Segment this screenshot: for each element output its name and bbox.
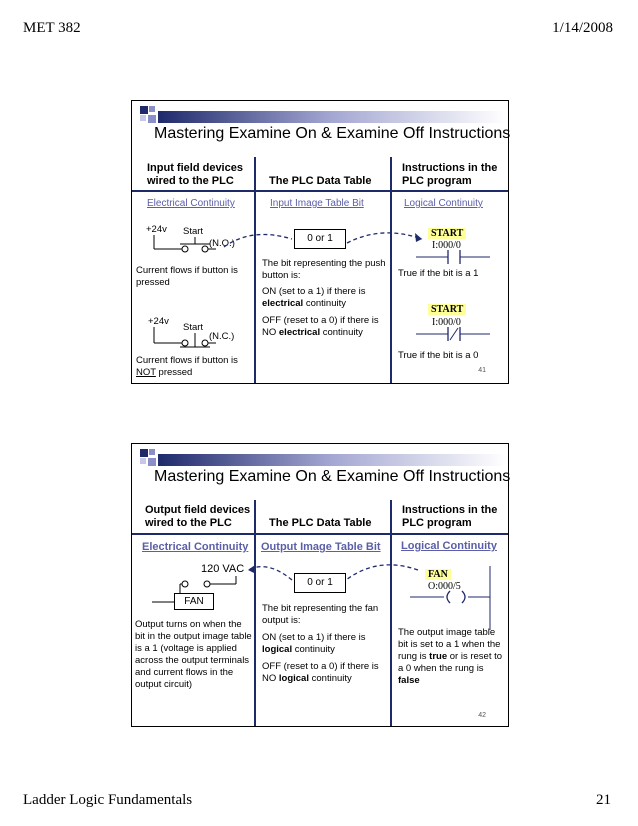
xio-description: True if the bit is a 0 [398, 350, 479, 361]
col2-header: The PLC Data Table [269, 175, 372, 187]
col3-header: Instructions in the PLC program [402, 504, 498, 529]
bit-on-description: ON (set to a 1) if there is electrical continuity [262, 286, 366, 309]
xio-address: I:000/0 [432, 317, 461, 328]
column-divider [390, 500, 392, 726]
xic-contact-icon [414, 249, 494, 265]
column-divider [390, 157, 392, 383]
output-description: Output turns on when the bit in the output image table is a 1 (voltage is applied across the output terminals and current flows in the output circuit) [135, 619, 252, 690]
no-description: Current flows if button is pressed [136, 265, 238, 288]
xic-description: True if the bit is a 1 [398, 268, 479, 279]
col2-subheader: Output Image Table Bit [261, 541, 381, 553]
slide-page-number: 42 [478, 712, 486, 719]
col1-subheader: Electrical Continuity [142, 541, 249, 553]
supply-voltage-label: 120 VAC [201, 563, 245, 575]
col1-header: Input field devices wired to the PLC [147, 162, 243, 187]
xio-contact-icon [414, 326, 494, 342]
col3-subheader: Logical Continuity [401, 540, 497, 552]
col2-subheader: Input Image Table Bit [270, 198, 364, 209]
slide-2 [131, 443, 509, 727]
fan-load-box: FAN [174, 593, 214, 610]
header-right: 1/14/2008 [552, 20, 613, 36]
footer-left: Ladder Logic Fundamentals [23, 792, 193, 808]
no-type-label: (N.O.) [209, 238, 235, 249]
xic-label: START [428, 228, 466, 239]
no-voltage-label: +24v [146, 224, 167, 235]
connector-arrows [222, 217, 442, 257]
ote-address: O:000/5 [428, 581, 461, 592]
nc-voltage-label: +24v [148, 316, 169, 327]
header-left: MET 382 [23, 20, 81, 36]
bit-description: The bit representing the fan output is: [262, 603, 379, 626]
logical-description: The output image table bit is set to a 1 when the rung is true or is reset to a 0 when the rung is false [398, 627, 503, 686]
nc-start-label: Start [183, 322, 204, 333]
nc-description: Current flows if button is NOT pressed [136, 355, 238, 378]
header-divider [132, 190, 508, 192]
ote-coil-icon [408, 564, 498, 634]
bit-value-box: 0 or 1 [294, 229, 346, 249]
bit-off-description: OFF (reset to a 0) if there is NO logical continuity [262, 661, 379, 684]
xio-label: START [428, 304, 466, 315]
bit-off-description: OFF (reset to a 0) if there is NO electrical continuity [262, 315, 379, 338]
slide-1 [131, 100, 509, 384]
slide-title: Mastering Examine On & Examine Off Instructions [154, 468, 511, 485]
col3-subheader: Logical Continuity [404, 198, 483, 209]
slide-page-number: 41 [478, 367, 486, 374]
slide-title: Mastering Examine On & Examine Off Instructions [154, 125, 511, 142]
col1-subheader: Electrical Continuity [147, 198, 235, 209]
xic-address: I:000/0 [432, 240, 461, 251]
column-divider [254, 500, 256, 726]
column-divider [254, 157, 256, 383]
ote-label: FAN [425, 569, 451, 580]
nc-type-label: (N.C.) [209, 331, 235, 342]
no-start-label: Start [183, 226, 204, 237]
footer-right: 21 [596, 792, 611, 808]
bit-on-description: ON (set to a 1) if there is logical continuity [262, 632, 366, 655]
col1-header: Output field devices wired to the PLC [145, 504, 251, 529]
nc-pushbutton-symbol [152, 327, 252, 351]
col2-header: The PLC Data Table [269, 517, 372, 529]
bit-description: The bit representing the push button is: [262, 258, 386, 281]
header-divider [132, 533, 508, 535]
bit-value-box: 0 or 1 [294, 573, 346, 593]
col3-header: Instructions in the PLC program [402, 162, 498, 187]
